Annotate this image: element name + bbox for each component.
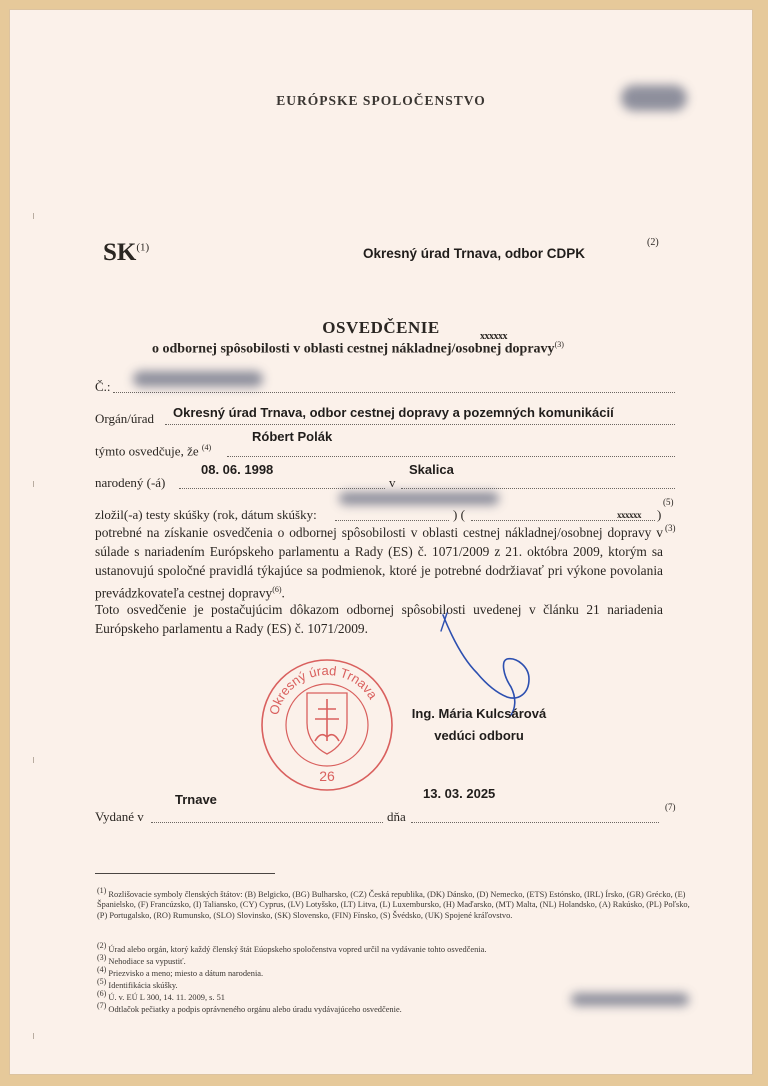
signatory-name: Ing. Mária Kulcsárová xyxy=(411,706,547,721)
signatory-role: vedúci odboru xyxy=(434,728,524,743)
footnote-3: $^{(3)}$ Nehodiace sa vypustiť. xyxy=(97,953,186,966)
certificate-subtitle: o odbornej spôsobilosti v oblasti cestnej nákladnej/osobnej dopravy$^{(3)}$ xyxy=(152,340,564,357)
footnote-6: $^{(6)}$ Ú. v. EÚ L 300, 14. 11. 2009, s. 51 xyxy=(97,989,225,1002)
exam-label: zložil(-a) testy skúšky (rok, dátum skúšky: xyxy=(95,507,317,522)
footnote-7: $^{(7)}$ Odtlačok pečiatky a podpis oprávneného orgánu alebo úradu vydávajúceho osvedčenie. xyxy=(97,1001,402,1014)
issuer-name: Okresný úrad Trnava, odbor CDPK xyxy=(363,246,586,261)
issue-note: (7) xyxy=(665,802,676,812)
official-stamp xyxy=(257,655,397,795)
exam-date-line xyxy=(335,520,449,521)
stamp-number: 26 xyxy=(319,768,335,784)
paragraph1-note: (3) xyxy=(665,523,676,533)
state-code: SK$^{(1)}$ xyxy=(103,239,150,266)
body-paragraph-1: potrebné na získanie osvedčenia o odbornej spôsobilosti v oblasti cestnej nákladnej/osobnej dopravy v súlade s nariadením Európskeho parlamentu a Rady (ES) č. 1071/2009 z 21. októbra 2009, ktorým sa ustanovujú spoločné pravidlá týkajúce sa podmienok, ktoré je potrebné dodržiavať pri výkone povolania prevádzkovateľa cestnej dopravy$^{(6)}$. xyxy=(95,525,663,601)
footnote-1: $^{(1)}$ Rozlišovacie symboly členských štátov: (B) Belgicko, (BG) Bulharsko, (CZ) Česká republika, (DK) Dánsko, (D) Nemecko, (ETS) Estónsko, (IRL) Írsko, (GR) Grécko, (E) Španielsko, (F) Francúzsko, (I) Taliansko, (CY) Cyprus, (LV) Lotyšsko, (LT) Litva, (L) Luxembursko, (H) Maďarsko, (MT) Malta, (NL) Holandsko, (A) Rakúsko, (PL) Poľsko, (P) Portugalsko, (RO) Rumunsko, (SLO) Slovinsko, (SK) Slovensko, (FIN) Fínsko, (S) Švédsko, (UK) Spojené kráľovstvo. xyxy=(97,886,690,920)
certificate-page xyxy=(9,9,753,1075)
issue-place-line xyxy=(151,822,383,823)
issue-place-label: Vydané v xyxy=(95,809,144,824)
redacted-exam-date xyxy=(339,492,499,505)
exam-paren: ) ( xyxy=(453,507,465,522)
holder-name-line xyxy=(227,456,675,457)
strike-mark: xxxxxx xyxy=(480,331,507,342)
issue-date-line xyxy=(411,822,659,823)
holder-name: Róbert Polák xyxy=(252,429,333,444)
footnote-5: $^{(5)}$ Identifikácia skúšky. xyxy=(97,977,178,990)
footnote-4: $^{(4)}$ Priezvisko a meno; miesto a dátum narodenia. xyxy=(97,965,264,978)
certifies-label: týmto osvedčuje, že $^{(4)}$ xyxy=(95,443,212,459)
margin-mark xyxy=(33,213,34,219)
signature-stroke xyxy=(443,615,529,715)
issuer-note: (2) xyxy=(647,237,659,248)
footnote-2: $^{(2)}$ Úrad alebo orgán, ktorý každý členský štát Eúopskeho spoločenstva vopred určil na vydávanie tohto osvedčenia. xyxy=(97,941,487,954)
issue-date-label: dňa xyxy=(387,809,406,824)
redacted-form-code xyxy=(571,993,689,1006)
footnote-rule xyxy=(95,873,275,874)
authority-line xyxy=(165,424,675,425)
redacted-number xyxy=(133,371,263,387)
certificate-title: OSVEDČENIE xyxy=(322,318,440,337)
exam-mark: xxxxxx xyxy=(617,510,641,520)
margin-mark xyxy=(33,757,34,763)
issue-place: Trnave xyxy=(175,792,217,807)
birth-place-line xyxy=(401,488,675,489)
handwritten-signature xyxy=(437,609,557,719)
exam-id-line xyxy=(471,520,655,521)
authority-label: Orgán/úrad xyxy=(95,411,154,426)
header-title: EURÓPSKE SPOLOČENSTVO xyxy=(276,93,486,108)
number-line xyxy=(113,392,675,393)
margin-mark xyxy=(33,1033,34,1039)
issue-date: 13. 03. 2025 xyxy=(423,786,496,801)
birth-place: Skalica xyxy=(409,462,454,477)
redacted-logo xyxy=(621,85,687,111)
birth-date: 08. 06. 1998 xyxy=(201,462,274,477)
authority-value: Okresný úrad Trnava, odbor cestnej dopravy a pozemných komunikácií xyxy=(173,405,614,420)
exam-note: (5) xyxy=(663,497,674,507)
born-in-label: v xyxy=(389,475,396,490)
body-paragraph-2: Toto osvedčenie je postačujúcim dôkazom odbornej spôsobilosti uvedenej v článku 21 nariadenia Európskeho parlamentu a Rady (ES) č. 1071/2009. xyxy=(95,602,663,636)
birth-date-line xyxy=(179,488,385,489)
exam-close: ) xyxy=(657,507,662,522)
stamp-ring-text: Okresný úrad Trnava xyxy=(266,662,381,717)
born-label: narodený (-á) xyxy=(95,475,166,490)
margin-mark xyxy=(33,481,34,487)
number-label: Č.: xyxy=(95,379,111,394)
